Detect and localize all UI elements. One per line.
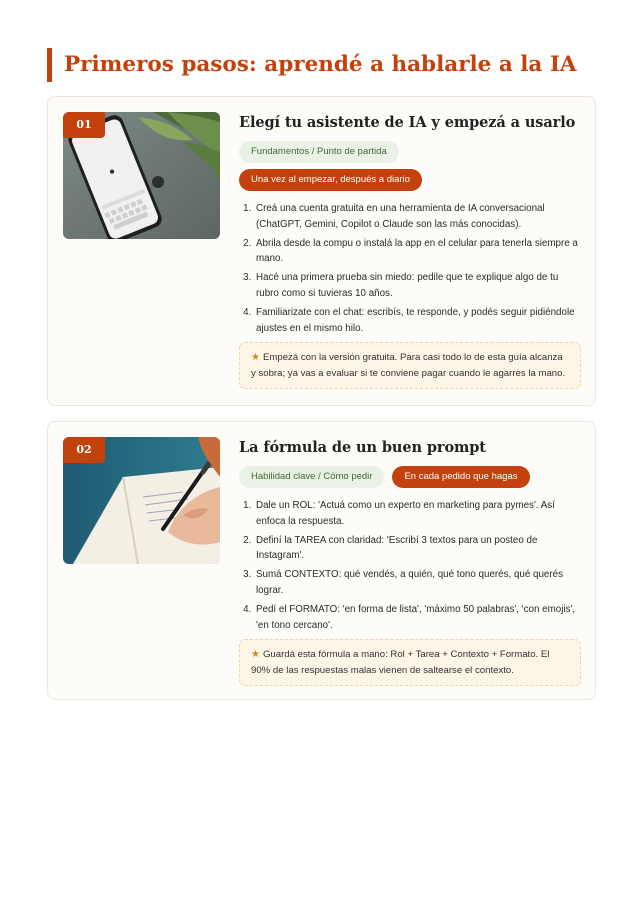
step-number-badge: 01: [63, 112, 105, 138]
trophy-icon: ★: [251, 352, 260, 364]
category-tag: Habilidad clave / Cómo pedir: [239, 466, 384, 488]
page-title: Primeros pasos: aprendé a hablarle a la IA: [47, 48, 577, 82]
card-title: La fórmula de un buen prompt: [239, 439, 486, 456]
step-card-2: [47, 421, 596, 700]
list-item: 1. Dale un ROL: 'Actuá como un experto en marketing para pymes'. Así enfoca la respuesta.: [254, 498, 581, 529]
list-item: 2. Abrila desde la compu o instalá la app en el celular para tenerla siempre a mano.: [254, 236, 581, 267]
list-item: 4. Familiarizate con el chat: escribís, te responde, y podés seguir pidiéndole ajustes en el mismo hilo.: [254, 305, 581, 336]
card-title: Elegí tu asistente de IA y empezá a usarlo: [239, 114, 576, 131]
frequency-tag: Una vez al empezar, después a diario: [239, 169, 422, 191]
steps-list: [239, 201, 581, 336]
tip-box: [239, 639, 581, 686]
list-item: 3. Hacé una primera prueba sin miedo: pedile que te explique algo de tu rubro como si tuvieras 10 años.: [254, 270, 581, 301]
tag-row: [239, 466, 581, 488]
phone-with-chat-app-photo: [63, 112, 220, 239]
tip-text: Guardá esta fórmula a mano: Rol + Tarea + Contexto + Formato. El 90% de las respuestas malas vienen de saltearse el contexto.: [251, 649, 550, 676]
frequency-tag: En cada pedido que hagas: [392, 466, 529, 488]
hand-writing-notebook-photo: [63, 437, 220, 564]
steps-list: [239, 498, 581, 633]
tip-box: [239, 342, 581, 389]
trophy-icon: ★: [251, 649, 260, 661]
list-item: 3. Sumá CONTEXTO: qué vendés, a quién, qué tono querés, qué querés lograr.: [254, 567, 581, 598]
tip-text: Empezá con la versión gratuita. Para casi todo lo de esta guía alcanza y sobra; ya vas a evaluar si te conviene pagar cuando le agarres la mano.: [251, 352, 566, 379]
tag-row: [239, 169, 581, 191]
list-item: 2. Definí la TAREA con claridad: 'Escribí 3 textos para un posteo de Instagram'.: [254, 533, 581, 564]
tag-row: [239, 141, 581, 163]
step-number-badge: 02: [63, 437, 105, 463]
list-item: 4. Pedí el FORMATO: 'en forma de lista', 'máximo 50 palabras', 'con emojis', 'en tono cercano'.: [254, 602, 581, 633]
step-card-1: [47, 96, 596, 406]
category-tag: Fundamentos / Punto de partida: [239, 141, 399, 163]
list-item: 1. Creá una cuenta gratuita en una herramienta de IA conversacional (ChatGPT, Gemini, Copilot o Claude son las más conocidas).: [254, 201, 581, 232]
